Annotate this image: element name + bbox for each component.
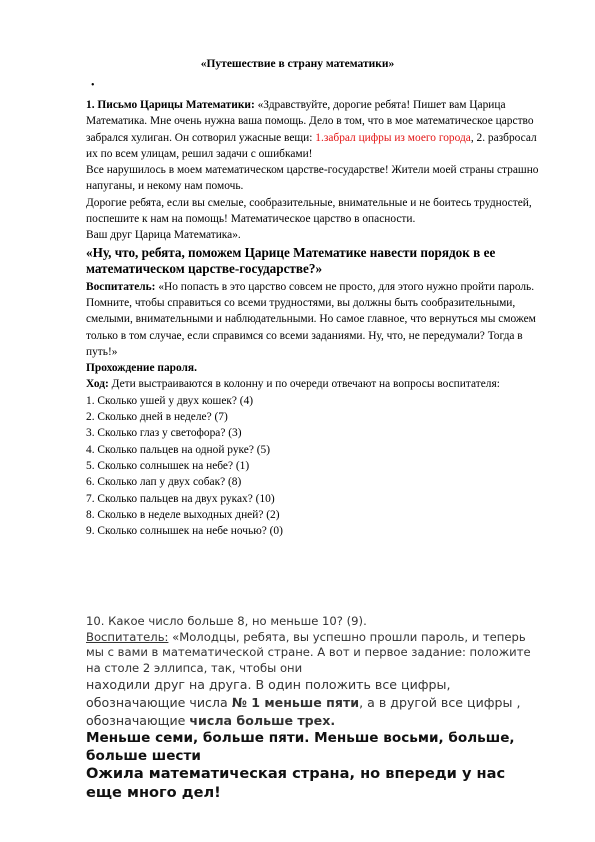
question-item: 2. Сколько дней в неделе? (7) (86, 411, 228, 424)
letter-red-highlight: 1.забрал цифры из моего города (315, 131, 471, 144)
letter-section (86, 97, 541, 539)
teacher-label-2: Воспитатель: (86, 629, 169, 644)
teacher-text: «Но попасть в это царство совсем не просто, для этого нужно пройти пароль. Помните, чтобы справиться со всеми трудностями, вы должны быть сообразительными, смелыми, внимательными и наблюдательными. Но самое главное, что вернуться мы сможем только в том случае, если справимся со всеми заданиями. Ну, что, не передумали? Тогда в путь!» (86, 280, 536, 358)
password-heading: Прохождение пароля. (86, 362, 197, 375)
letter-signature: Ваш друг Царица Математика». (86, 229, 241, 242)
letter-paragraph-3: Дорогие ребята, если вы смелые, сообразительные, внимательные и не боитесь трудностей, поспешите к нам на помощь! Математическое царство в опасности. (86, 196, 532, 226)
appeal-paragraph: «Ну, что, ребята, поможем Царице Математике навести порядок в ее математическом царстве-государстве?» (86, 244, 496, 277)
question-item: 4. Сколько пальцев на одной руке? (5) (86, 443, 271, 456)
course-text: Дети выстраиваются в колонну и по очереди отвечают на вопросы воспитателя: (108, 378, 500, 391)
task-text-2: , а в другой все цифры , обозначающие (86, 694, 521, 728)
question-item: 9. Сколько солнышек на небе ночью? (0) (86, 525, 283, 538)
continuation-section (86, 614, 541, 802)
teacher-text-2a: «Молодцы, ребята, вы успешно прошли пароль, и теперь мы с вами в математической стране. А вот и первое задание: положите на столе 2 эллипса, так, чтобы они (86, 629, 531, 675)
page-title: «Путешествие в страну математики» (200, 58, 395, 70)
task-conditions: Меньше семи, больше пяти. Меньше восьми, больше, больше шести (86, 730, 515, 765)
question-item: 5. Сколько солнышек на небе? (1) (86, 459, 250, 472)
task-paragraph (86, 676, 541, 729)
teacher-paragraph-1 (86, 279, 541, 360)
letter-heading: 1. Письмо Царицы Математики: (86, 99, 255, 111)
teacher-label: Воспитатель: (86, 280, 156, 293)
letter-paragraph (86, 97, 541, 162)
question-item: 1. Сколько ушей у двух кошек? (4) (86, 394, 254, 407)
task-text-1: находили друг на друга. В один положить все цифры, обозначающие числа (86, 677, 451, 710)
question-item: 8. Сколько в неделе выходных дней? (2) (86, 508, 280, 521)
letter-intro: «Здравствуйте, дорогие ребята! Пишет вам Царица Математика. Мне очень нужна ваша помощь. Дело в том, что в мое математическое царство забрался хулиган. Он сотворил ужасные вещи: (86, 99, 534, 144)
teacher-paragraph-2 (86, 630, 541, 677)
task-bold-1: № 1 меньше пяти (231, 694, 360, 710)
question-item-10: 10. Какое число больше 8, но меньше 10? (9). (86, 614, 367, 628)
final-paragraph: Ожила математическая страна, но впереди у нас еще много дел! (86, 765, 506, 801)
question-item: 6. Сколько лап у двух собак? (8) (86, 476, 242, 489)
question-item: 3. Сколько глаз у светофора? (3) (86, 427, 242, 440)
bullet-mark: • (91, 80, 95, 91)
question-item: 7. Сколько пальцев на двух руках? (10) (86, 492, 275, 505)
course-paragraph (86, 376, 541, 392)
letter-after-red: , 2. разбросал их по всем улицам, решил задачи с ошибками! (86, 131, 537, 160)
task-bold-2: числа больше трех. (189, 712, 336, 728)
letter-paragraph-2: Все нарушилось в моем математическом царстве-государстве! Жители моей страны страшно напуганы, и некому нам помочь. (86, 164, 539, 193)
course-label: Ход: (86, 378, 109, 391)
